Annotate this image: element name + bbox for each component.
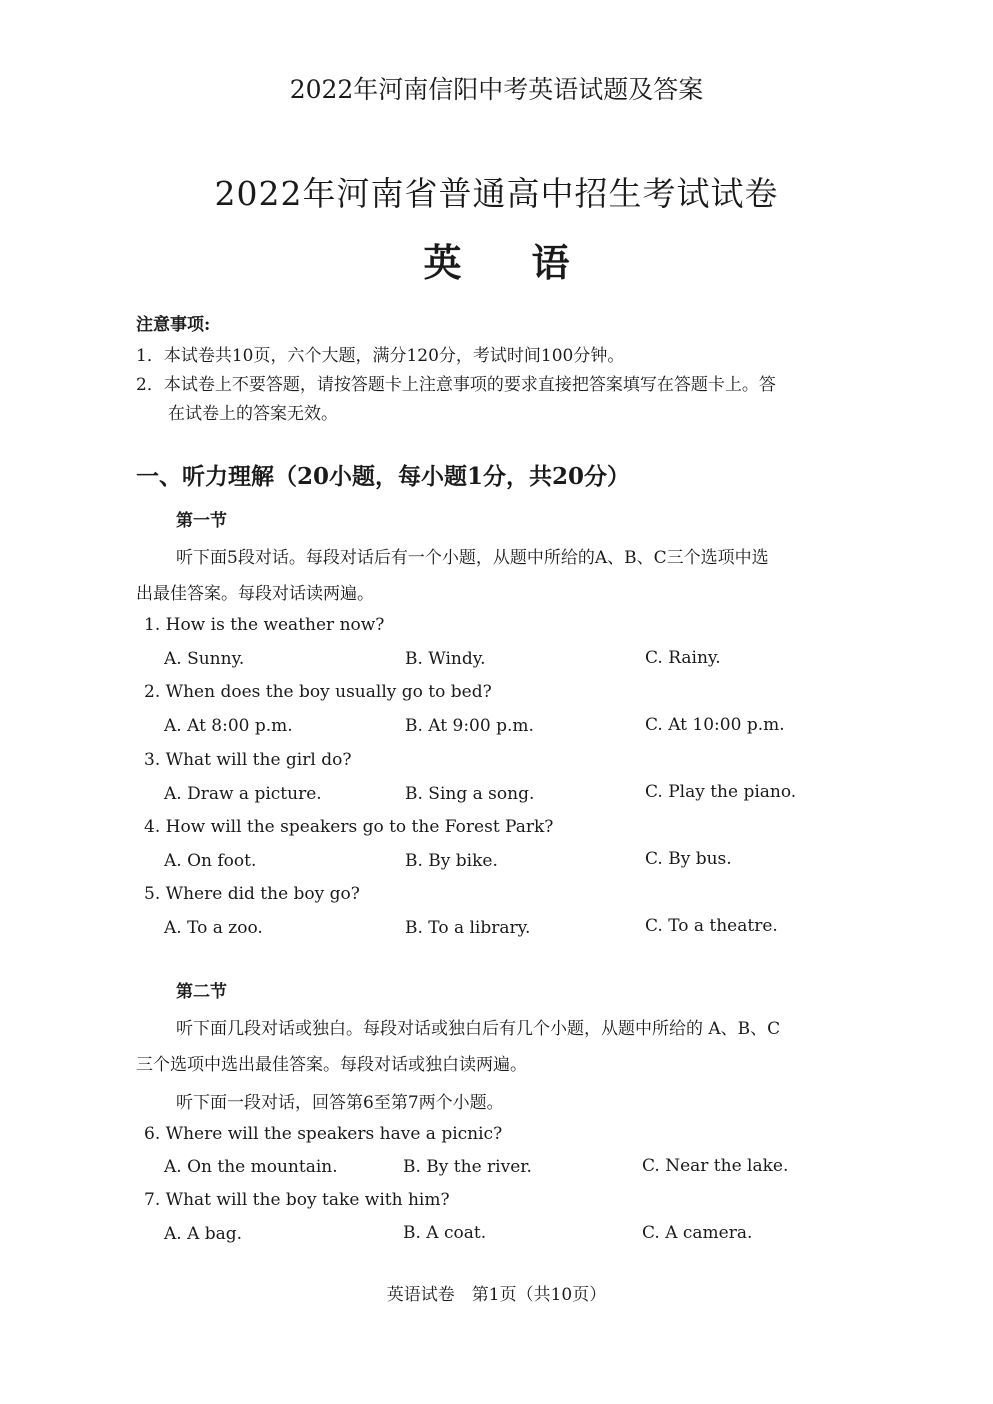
question-3: 3. What will the girl do?: [144, 750, 352, 770]
part-2-title: 第二节: [176, 982, 227, 1002]
question-5-option-c: C. To a theatre.: [645, 916, 778, 936]
question-6: 6. Where will the speakers have a picnic?: [144, 1124, 503, 1144]
page-footer: 英语试卷 第1页（共10页）: [386, 1285, 607, 1305]
question-5: 5. Where did the boy go?: [144, 884, 360, 904]
part-1-instructions-line-2: 出最佳答案。每段对话读两遍。: [136, 584, 374, 604]
section-listening-title: 一、听力理解（20小题，每小题1分，共20分）: [136, 463, 631, 490]
part-2-sub-instruction: 听下面一段对话，回答第6至第7两个小题。: [176, 1093, 504, 1113]
question-5-option-b: B. To a library.: [405, 918, 531, 938]
part-2-instructions-line-1: 听下面几段对话或独白。每段对话或独白后有几个小题，从题中所给的 A、B、C: [176, 1019, 781, 1039]
question-1-option-c: C. Rainy.: [645, 648, 721, 668]
question-4: 4. How will the speakers go to the Forest Park?: [144, 817, 554, 837]
part-2-instructions-line-2: 三个选项中选出最佳答案。每段对话或独白读两遍。: [136, 1055, 527, 1075]
question-2-option-c: C. At 10:00 p.m.: [645, 715, 785, 735]
question-2-option-b: B. At 9:00 p.m.: [405, 716, 534, 736]
question-7-option-c: C. A camera.: [642, 1223, 753, 1243]
question-2: 2. When does the boy usually go to bed?: [144, 682, 492, 702]
exam-title: 2022年河南省普通高中招生考试试卷: [214, 174, 779, 213]
question-7-option-b: B. A coat.: [403, 1223, 487, 1243]
note-item-2-continued: 在试卷上的答案无效。: [168, 404, 338, 424]
question-4-option-c: C. By bus.: [645, 849, 732, 869]
document-top-title: 2022年河南信阳中考英语试题及答案: [289, 75, 704, 104]
note-item-2: 2．本试卷上不要答题，请按答题卡上注意事项的要求直接把答案填写在答题卡上。答: [136, 375, 776, 395]
question-6-option-b: B. By the river.: [403, 1157, 532, 1177]
question-6-option-c: C. Near the lake.: [642, 1156, 789, 1176]
question-5-option-a: A. To a zoo.: [164, 918, 263, 938]
notes-title: 注意事项:: [136, 315, 211, 335]
question-3-option-c: C. Play the piano.: [645, 782, 797, 802]
question-6-option-a: A. On the mountain.: [164, 1157, 338, 1177]
part-1-instructions-line-1: 听下面5段对话。每段对话后有一个小题，从题中所给的A、B、C三个选项中选: [176, 548, 769, 568]
question-4-option-b: B. By bike.: [405, 851, 498, 871]
question-2-option-a: A. At 8:00 p.m.: [164, 716, 293, 736]
question-1: 1. How is the weather now?: [144, 615, 385, 635]
question-4-option-a: A. On foot.: [164, 851, 257, 871]
question-7: 7. What will the boy take with him?: [144, 1190, 450, 1210]
question-3-option-b: B. Sing a song.: [405, 784, 535, 804]
question-7-option-a: A. A bag.: [164, 1224, 243, 1244]
note-item-1: 1．本试卷共10页，六个大题，满分120分，考试时间100分钟。: [136, 346, 625, 366]
question-1-option-b: B. Windy.: [405, 649, 486, 669]
question-3-option-a: A. Draw a picture.: [164, 784, 322, 804]
subject-title: 英语: [423, 240, 640, 285]
question-1-option-a: A. Sunny.: [164, 649, 245, 669]
part-1-title: 第一节: [176, 511, 227, 531]
